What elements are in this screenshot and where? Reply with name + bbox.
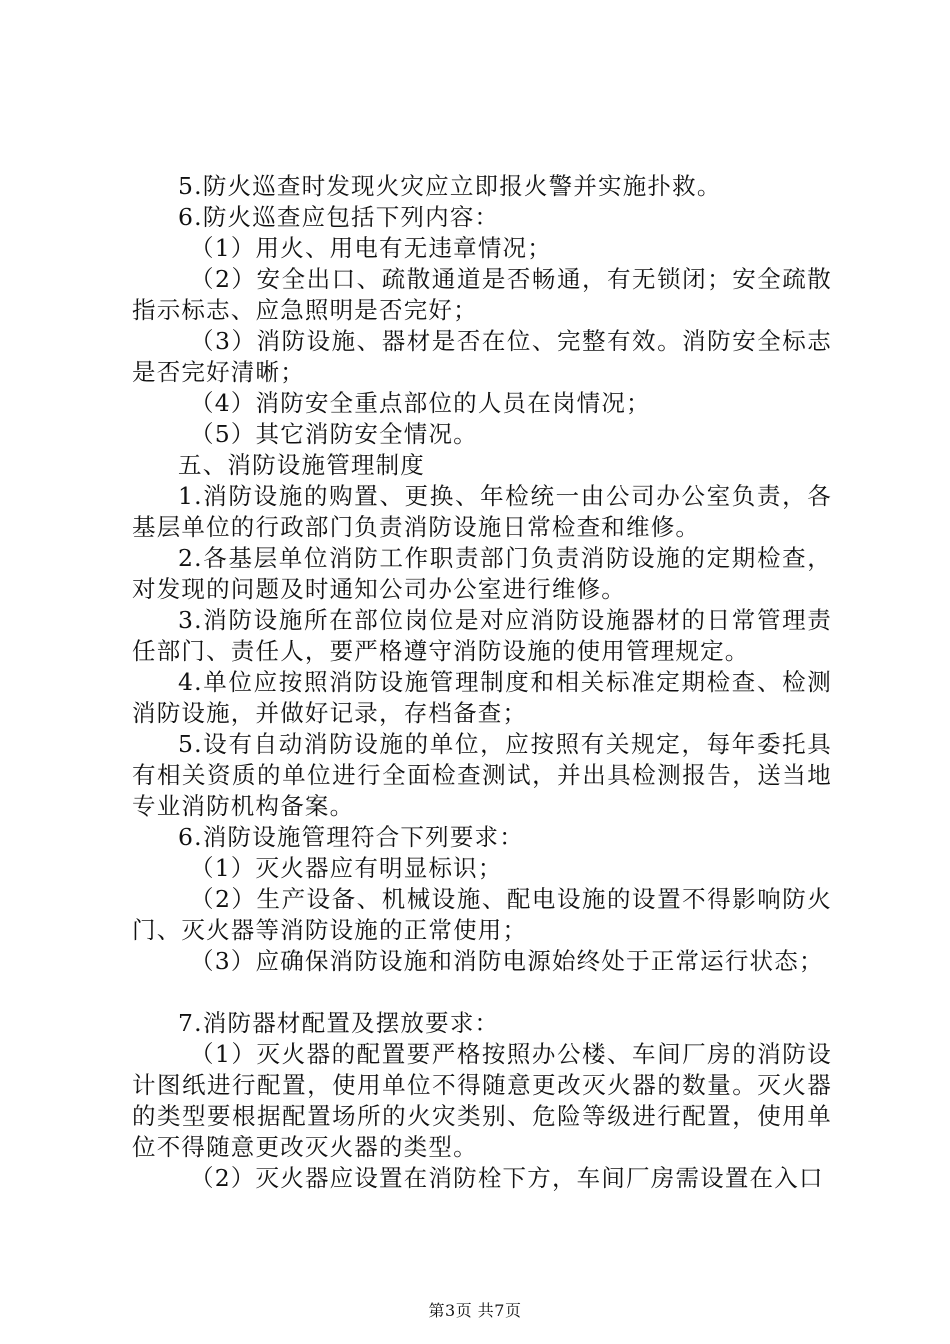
paragraph: 5.防火巡查时发现火灾应立即报火警并实施扑救。: [178, 172, 722, 200]
paragraph: 3.消防设施所在部位岗位是对应消防设施器材的日常管理责任部门、责任人，要严格遵守消防设施的使用管理规定。: [132, 606, 832, 665]
paragraph: （2）生产设备、机械设施、配电设施的设置不得影响防火门、灭火器等消防设施的正常使用；: [132, 885, 832, 944]
paragraph: （3）消防设施、器材是否在位、完整有效。消防安全标志是否完好清晰；: [132, 327, 832, 386]
paragraph: （5）其它消防安全情况。: [190, 420, 478, 448]
paragraph: 1.消防设施的购置、更换、年检统一由公司办公室负责，各基层单位的行政部门负责消防设施日常检查和维修。: [132, 482, 832, 541]
paragraph: （3）应确保消防设施和消防电源始终处于正常运行状态；: [190, 947, 824, 975]
paragraph: （1）灭火器应有明显标识；: [190, 854, 503, 882]
paragraph: 2.各基层单位消防工作职责部门负责消防设施的定期检查，对发现的问题及时通知公司办公室进行维修。: [132, 544, 832, 603]
paragraph: （2）灭火器应设置在消防栓下方，车间厂房需设置在入口: [190, 1164, 824, 1192]
paragraph: （1）灭火器的配置要严格按照办公楼、车间厂房的消防设计图纸进行配置，使用单位不得随意更改灭火器的数量。灭火器的类型要根据配置场所的火灾类别、危险等级进行配置，使用单位不得随意更改灭火器的类型。: [132, 1040, 832, 1161]
paragraph: （2）安全出口、疏散通道是否畅通，有无锁闭；安全疏散指示标志、应急照明是否完好；: [132, 265, 832, 324]
paragraph: （1）用火、用电有无违章情况；: [190, 234, 552, 262]
paragraph: 5.设有自动消防设施的单位，应按照有关规定，每年委托具有相关资质的单位进行全面检查测试，并出具检测报告，送当地专业消防机构备案。: [132, 730, 832, 820]
paragraph: 6.消防设施管理符合下列要求：: [178, 823, 524, 851]
document-body: [132, 171, 832, 1194]
paragraph: 6.防火巡查应包括下列内容：: [178, 203, 500, 231]
paragraph: （4）消防安全重点部位的人员在岗情况；: [190, 389, 651, 417]
blank-line: [132, 977, 832, 1008]
paragraph: 7.消防器材配置及摆放要求：: [178, 1009, 500, 1037]
paragraph: 4.单位应按照消防设施管理制度和相关标准定期检查、检测消防设施，并做好记录，存档备查；: [132, 668, 832, 727]
page-footer: 第3页 共7页: [428, 1301, 522, 1320]
section-heading: 五、消防设施管理制度: [178, 451, 425, 479]
